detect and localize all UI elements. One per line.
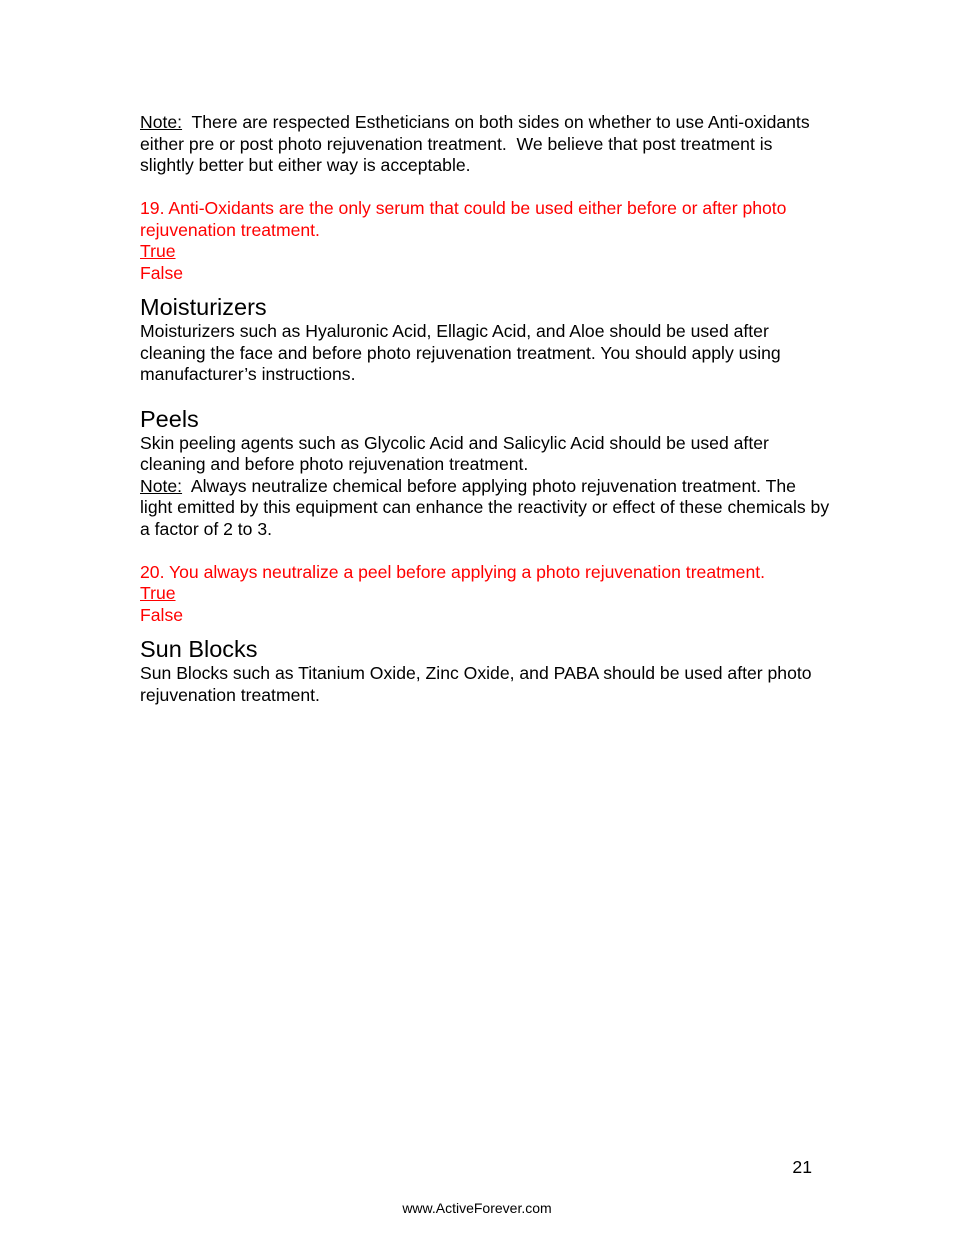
- note-label: Note:: [140, 112, 183, 132]
- peels-heading: Peels: [140, 405, 199, 432]
- moisturizers-heading: Moisturizers: [140, 294, 267, 320]
- question-19: [140, 198, 830, 284]
- question-20: [140, 562, 830, 627]
- sun-blocks-heading: Sun Blocks: [140, 636, 258, 662]
- question-19-true-answer: True: [140, 241, 176, 261]
- peels-body: Skin peeling agents such as Glycolic Acid and Salicylic Acid should be used after cleaning and before photo rejuvenation treatment.: [140, 432, 769, 474]
- page-number: 21: [792, 1157, 812, 1177]
- question-19-false-answer: False: [140, 262, 184, 283]
- sun-blocks-body: Sun Blocks such as Titanium Oxide, Zinc Oxide, and PABA should be used after photo rejuvenation treatment.: [140, 663, 812, 705]
- note-text: There are respected Estheticians on both sides on whether to use Anti-oxidants either pre or post photo rejuvenation treatment. We believe that post treatment is slightly better but either way is acceptable.: [140, 112, 815, 175]
- moisturizers-body: Moisturizers such as Hyaluronic Acid, Ellagic Acid, and Aloe should be used after cleaning the face and before photo rejuvenation treatment. You should apply using manufacturer’s instructions.: [140, 321, 781, 384]
- page-content: [140, 112, 835, 706]
- note-antioxidants: [140, 112, 830, 177]
- question-19-text: 19. Anti-Oxidants are the only serum that could be used either before or after photo rejuvenation treatment.: [140, 198, 787, 240]
- question-20-true-answer: True: [140, 583, 176, 603]
- footer-url: www.ActiveForever.com: [402, 1200, 552, 1216]
- question-20-text: 20. You always neutralize a peel before applying a photo rejuvenation treatment.: [140, 561, 766, 582]
- peels-note: [140, 475, 835, 541]
- peels-note-label: Note:: [140, 475, 183, 496]
- question-20-false-answer: False: [140, 604, 184, 625]
- peels-note-text: Always neutralize chemical before applying photo rejuvenation treatment. The light emitted by this equipment can enhance the reactivity or effect of these chemicals by a factor of 2 to 3.: [140, 475, 835, 539]
